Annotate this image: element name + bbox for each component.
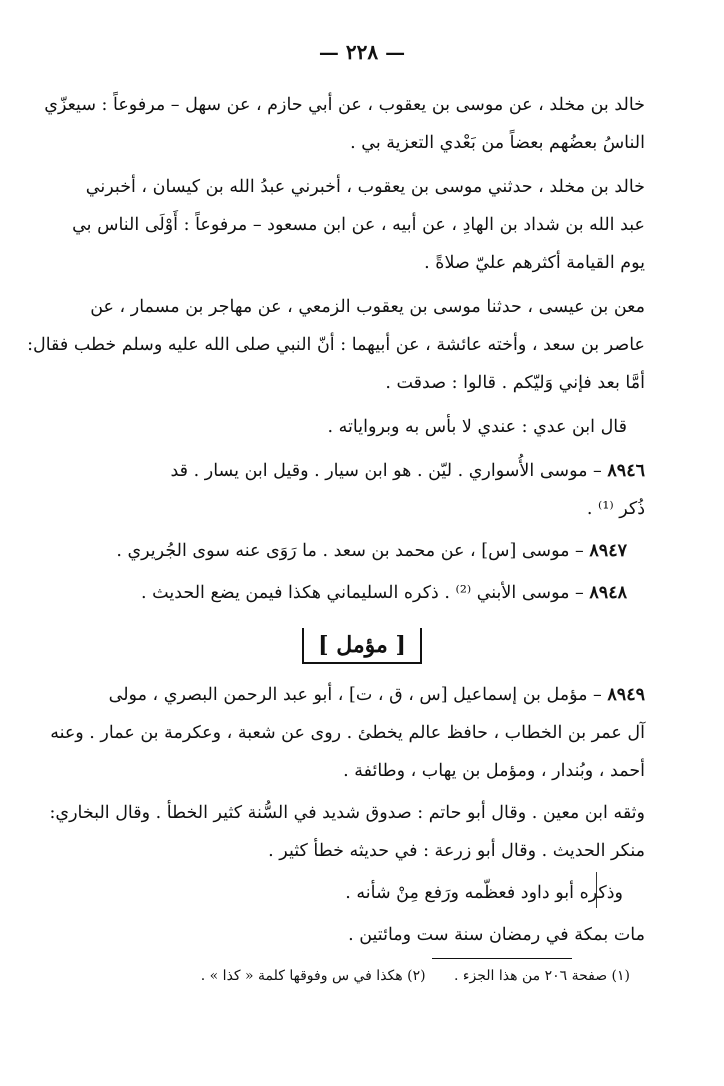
entry-text: – مؤمل بن إسماعيل [س ، ق ، ت] ، أبو عبد الرحمن البصري ، مولى xyxy=(108,685,602,705)
footnotes xyxy=(60,964,630,988)
margin-mark xyxy=(596,872,597,908)
text-line: عاصر بن سعد ، وأخته عائشة ، عن أبيهما : أنّ النبي صلى الله عليه وسلم خطب فقال: xyxy=(27,335,645,355)
entry-line: ذُكر ⁽¹⁾ . xyxy=(586,499,645,519)
paragraph-2 xyxy=(60,168,645,282)
entry-text: – موسى [س] ، عن محمد بن سعد . ما رَوَى عنه سوى الجُريري . xyxy=(116,541,584,561)
entry-8949 xyxy=(50,676,645,790)
text-line: وثقه ابن معين . وقال أبو حاتم : صدوق شديد في السُّنة كثير الخطأ . وقال البخاري: xyxy=(49,803,645,823)
section-heading xyxy=(0,628,724,664)
text-line: معن بن عيسى ، حدثنا موسى بن يعقوب الزمعي ، عن مهاجر بن مسمار ، عن xyxy=(90,297,645,317)
section-heading-label: [ مؤمل ] xyxy=(302,628,422,664)
entry-number: ٨٩٤٦ xyxy=(607,461,645,481)
paragraph-7 xyxy=(60,916,645,954)
entry-line xyxy=(60,452,645,490)
entry-text: – موسى الأبني ⁽²⁾ . ذكره السليماني هكذا فيمن يضع الحديث . xyxy=(141,583,584,603)
entry-8946 xyxy=(60,452,645,528)
page-number: — ٢٢٨ — xyxy=(318,40,406,64)
top-text-block xyxy=(27,86,645,612)
text-line: يوم القيامة أكثرهم عليّ صلاةً . xyxy=(424,253,645,273)
text-line: الناسُ بعضُهم بعضاً من بَعْدي التعزية بي . xyxy=(350,133,645,153)
entry-line xyxy=(60,676,645,714)
text-line: أمَّا بعد فإني وَليّكم . قالوا : صدقت . xyxy=(385,373,645,393)
paragraph-1 xyxy=(44,86,645,162)
entry-number: ٨٩٤٧ xyxy=(589,541,627,561)
text-line: مات بمكة في رمضان سنة ست ومائتين . xyxy=(348,925,645,945)
entry-line xyxy=(60,574,627,612)
entry-line: أحمد ، وبُندار ، ومؤمل بن يهاب ، وطائفة . xyxy=(343,761,645,781)
entry-8948 xyxy=(60,574,645,612)
entry-line xyxy=(60,532,627,570)
entry-line: آل عمر بن الخطاب ، حافظ عالم يخطئ . روى عن شعبة ، وعكرمة بن عمار . وعنه xyxy=(50,723,645,743)
text-line: عبد الله بن شداد بن الهادِ ، عن أبيه ، عن ابن مسعود – مرفوعاً : أَوْلَى الناس بي xyxy=(72,215,645,235)
footnote-1: (١) صفحة ٢٠٦ من هذا الجزء . xyxy=(454,968,630,984)
paragraph-4 xyxy=(60,408,645,446)
text-line: منكر الحديث . وقال أبو زرعة : في حديثه خطأ كثير . xyxy=(268,841,645,861)
entry-number: ٨٩٤٨ xyxy=(589,583,627,603)
paragraph-3 xyxy=(27,288,645,402)
paragraph-6 xyxy=(60,874,645,912)
text-line: قال ابن عدي : عندي لا بأس به وبرواياته . xyxy=(327,417,627,437)
entry-number: ٨٩٤٩ xyxy=(607,685,645,705)
footnote-2: (٢) هكذا في س وفوقها كلمة « كذا » . xyxy=(200,968,426,984)
entry-8947 xyxy=(60,532,645,570)
text-line: خالد بن مخلد ، عن موسى بن يعقوب ، عن أبي حازم ، عن سهل – مرفوعاً : سيعزّي xyxy=(44,95,645,115)
paragraph-5 xyxy=(49,794,645,870)
entry-text: – موسى الأُسواري . ليّن . هو ابن سيار . وقيل ابن يسار . قد xyxy=(170,461,602,481)
text-line: وذكره أبو داود فعظّمه ورَفع مِنْ شأنه . xyxy=(345,883,623,903)
bottom-text-block xyxy=(49,676,645,954)
footnote-divider xyxy=(432,958,572,959)
text-line: خالد بن مخلد ، حدثني موسى بن يعقوب ، أخبرني عبدُ الله بن كيسان ، أخبرني xyxy=(85,177,645,197)
